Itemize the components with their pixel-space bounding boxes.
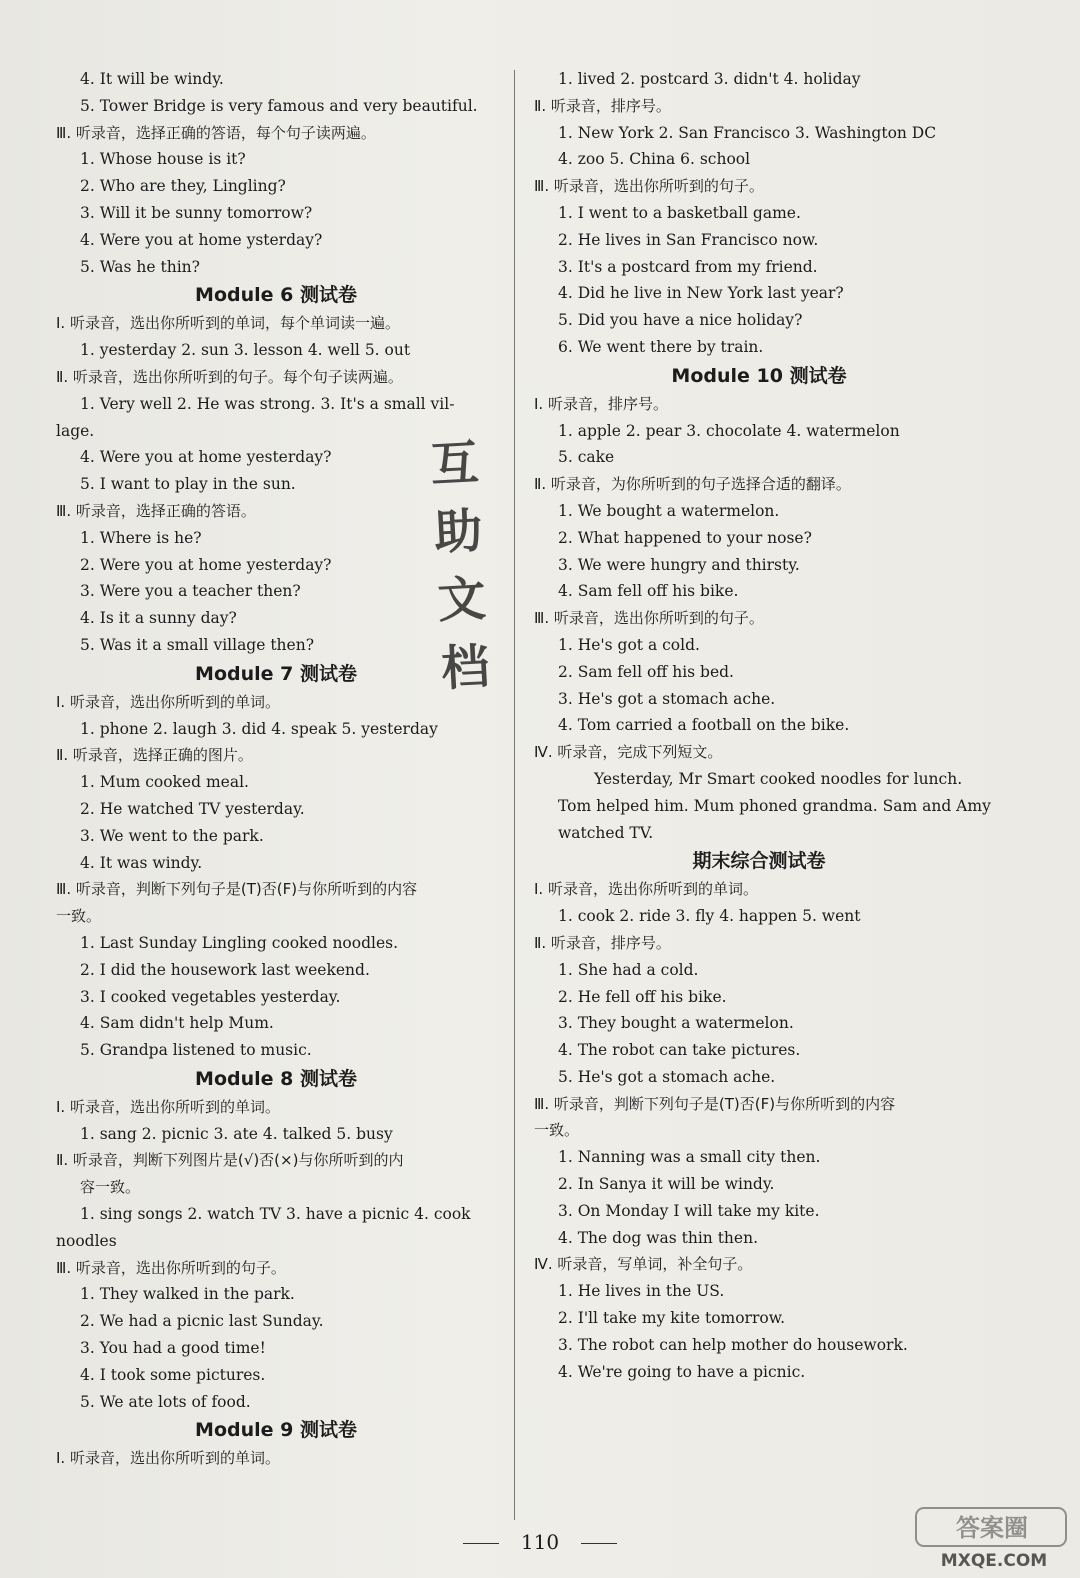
section-heading: Ⅱ. 听录音，选择正确的图片。 <box>56 746 253 765</box>
answer-line: 3. They bought a watermelon. <box>558 1014 794 1033</box>
answer-line: 2. I'll take my kite tomorrow. <box>558 1309 786 1328</box>
handwritten-annotation-text: 互助文档 <box>429 434 491 698</box>
answer-line: 4. The dog was thin then. <box>558 1228 759 1247</box>
answer-line: 4. Were you at home ysterday? <box>80 230 323 249</box>
answer-line: 3. It's a postcard from my friend. <box>558 257 818 276</box>
answer-line: 2. Were you at home yesterday? <box>80 555 332 574</box>
answer-line: 2. We had a picnic last Sunday. <box>80 1312 324 1331</box>
answer-line: 1. He lives in the US. <box>558 1282 725 1301</box>
answer-line: 1. We bought a watermelon. <box>558 501 780 520</box>
section-heading: Ⅰ. 听录音，选出你所听到的单词。 <box>534 880 758 899</box>
answer-line: 3. On Monday I will take my kite. <box>558 1201 820 1220</box>
answer-line: 3. We went to the park. <box>80 826 264 845</box>
answer-line: 1. sang 2. picnic 3. ate 4. talked 5. busy <box>80 1124 393 1143</box>
answer-line: 3. We were hungry and thirsty. <box>558 555 800 574</box>
section-heading: Ⅲ. 听录音，选择正确的答语。 <box>56 501 256 520</box>
answer-line: 1. Very well 2. He was strong. 3. It's a small vil- <box>80 394 455 413</box>
module-title: 期末综合测试卷 <box>692 850 826 873</box>
answer-line: 5. I want to play in the sun. <box>80 475 296 494</box>
answer-line: 4. I took some pictures. <box>80 1365 266 1384</box>
answer-line: 5. cake <box>558 448 615 467</box>
watermark-logo <box>914 1504 1074 1574</box>
answer-line: 4. Did he live in New York last year? <box>558 284 844 303</box>
handwritten-annotation <box>413 428 507 704</box>
answer-line: 4. It will be windy. <box>80 70 224 88</box>
svg-text:答案圈: 答案圈 <box>956 1514 1028 1542</box>
column-divider <box>514 70 515 1520</box>
module-title: Module 7 测试卷 <box>195 662 357 685</box>
answer-line: 4. The robot can take pictures. <box>558 1041 801 1060</box>
module-title: Module 9 测试卷 <box>195 1419 357 1442</box>
answer-line: 1. cook 2. ride 3. fly 4. happen 5. went <box>558 907 861 926</box>
answer-line: 3. The robot can help mother do housework. <box>558 1335 908 1354</box>
answer-line: 1. I went to a basketball game. <box>558 203 801 222</box>
section-heading: Ⅲ. 听录音，选择正确的答语，每个句子读两遍。 <box>56 123 376 142</box>
answer-line: 5. Tower Bridge is very famous and very beautiful. <box>80 96 478 115</box>
section-heading: Ⅲ. 听录音，选出你所听到的句子。 <box>534 609 764 628</box>
module-title: Module 10 测试卷 <box>671 364 847 387</box>
answer-line: 2. He watched TV yesterday. <box>80 799 305 818</box>
section-heading: Ⅲ. 听录音，选出你所听到的句子。 <box>534 177 764 196</box>
section-heading: Ⅳ. 听录音，写单词，补全句子。 <box>534 1255 753 1274</box>
answer-line: 2. What happened to your nose? <box>558 528 812 547</box>
answer-line: 6. We went there by train. <box>558 337 764 356</box>
answer-line-continued: lage. <box>56 421 95 440</box>
page-number-dash <box>463 1543 499 1544</box>
section-heading: Ⅱ. 听录音，选出你所听到的句子。每个句子读两遍。 <box>56 367 403 386</box>
answer-line: 5. Was he thin? <box>80 257 200 276</box>
page-number-dash <box>581 1543 617 1544</box>
section-heading: Ⅲ. 听录音，选出你所听到的句子。 <box>56 1258 286 1277</box>
answer-line: 5. Did you have a nice holiday? <box>558 311 803 330</box>
answer-line: 2. Sam fell off his bed. <box>558 662 734 681</box>
section-heading: Ⅳ. 听录音，完成下列短文。 <box>534 743 723 762</box>
page-number-value: 110 <box>520 1530 560 1554</box>
answer-line: 3. Were you a teacher then? <box>80 582 301 601</box>
answer-line: 1. She had a cold. <box>558 960 699 979</box>
answer-line: 4. Is it a sunny day? <box>80 609 237 628</box>
section-heading-continued: 一致。 <box>534 1121 580 1140</box>
right-column <box>534 66 991 1385</box>
passage-line: watched TV. <box>558 823 654 842</box>
answer-line: 5. He's got a stomach ache. <box>558 1067 776 1086</box>
answer-line: 1. Last Sunday Lingling cooked noodles. <box>80 933 399 952</box>
answer-line: 4. We're going to have a picnic. <box>558 1362 806 1381</box>
module-title: Module 8 测试卷 <box>195 1067 357 1090</box>
section-heading: Ⅱ. 听录音，判断下列图片是(√)否(×)与你所听到的内 <box>56 1151 404 1170</box>
answer-line: 1. They walked in the park. <box>80 1285 295 1304</box>
answer-line: 5. We ate lots of food. <box>80 1392 251 1411</box>
section-heading: Ⅰ. 听录音，选出你所听到的单词。 <box>56 692 280 711</box>
answer-line: 2. He fell off his bike. <box>558 987 727 1006</box>
section-heading-continued: 容一致。 <box>80 1178 141 1197</box>
answer-line: 1. Where is he? <box>80 528 202 547</box>
left-column <box>56 66 496 1472</box>
answer-line: 1. phone 2. laugh 3. did 4. speak 5. yesterday <box>80 719 438 738</box>
passage-line: Tom helped him. Mum phoned grandma. Sam and Amy <box>558 796 991 815</box>
answer-line: 4. It was windy. <box>80 853 203 872</box>
section-heading: Ⅲ. 听录音，判断下列句子是(T)否(F)与你所听到的内容 <box>56 880 418 899</box>
answer-line: 3. Will it be sunny tomorrow? <box>80 203 313 222</box>
answer-line: 1. Mum cooked meal. <box>80 773 249 792</box>
answer-line: 2. Who are they, Lingling? <box>80 177 286 196</box>
section-heading: Ⅱ. 听录音，排序号。 <box>534 933 671 952</box>
answer-line: 1. lived 2. postcard 3. didn't 4. holiday <box>558 70 861 88</box>
section-heading: Ⅰ. 听录音，选出你所听到的单词。 <box>56 1449 280 1468</box>
section-heading: Ⅱ. 听录音，为你所听到的句子选择合适的翻译。 <box>534 475 851 494</box>
answer-line: 3. He's got a stomach ache. <box>558 689 776 708</box>
section-heading-continued: 一致。 <box>56 907 102 926</box>
answer-line: 3. You had a good time! <box>80 1339 266 1358</box>
answer-line: 1. He's got a cold. <box>558 635 700 654</box>
answer-line: 1. New York 2. San Francisco 3. Washington DC <box>558 123 937 142</box>
section-heading: Ⅱ. 听录音，排序号。 <box>534 96 671 115</box>
module-title: Module 6 测试卷 <box>195 284 357 307</box>
section-heading: Ⅲ. 听录音，判断下列句子是(T)否(F)与你所听到的内容 <box>534 1094 896 1113</box>
answer-line: 1. Nanning was a small city then. <box>558 1148 821 1167</box>
answer-line: 1. yesterday 2. sun 3. lesson 4. well 5. out <box>80 341 411 360</box>
answer-line: 4. Tom carried a football on the bike. <box>558 716 850 735</box>
answer-line: 2. I did the housework last weekend. <box>80 960 370 979</box>
answer-line: 4. Sam fell off his bike. <box>558 582 739 601</box>
answer-line: 3. I cooked vegetables yesterday. <box>80 987 341 1006</box>
answer-line: 4. zoo 5. China 6. school <box>558 150 751 169</box>
answer-line: 1. sing songs 2. watch TV 3. have a picnic 4. cook <box>80 1205 471 1224</box>
answer-line: 5. Was it a small village then? <box>80 635 315 654</box>
answer-line-continued: noodles <box>56 1231 117 1250</box>
answer-line: 2. He lives in San Francisco now. <box>558 230 819 249</box>
passage-line: Yesterday, Mr Smart cooked noodles for lunch. <box>594 769 963 788</box>
section-heading: Ⅰ. 听录音，选出你所听到的单词。 <box>56 1097 280 1116</box>
section-heading: Ⅰ. 听录音，排序号。 <box>534 394 668 413</box>
answer-line: 1. Whose house is it? <box>80 150 246 169</box>
answer-line: 1. apple 2. pear 3. chocolate 4. watermelon <box>558 421 900 440</box>
answer-line: 4. Were you at home yesterday? <box>80 448 332 467</box>
section-heading: Ⅰ. 听录音，选出你所听到的单词，每个单词读一遍。 <box>56 314 400 333</box>
answer-line: 2. In Sanya it will be windy. <box>558 1175 775 1194</box>
answer-line: 4. Sam didn't help Mum. <box>80 1014 274 1033</box>
answer-line: 5. Grandpa listened to music. <box>80 1041 312 1060</box>
watermark-text: MXQE.COM <box>940 1551 1048 1571</box>
